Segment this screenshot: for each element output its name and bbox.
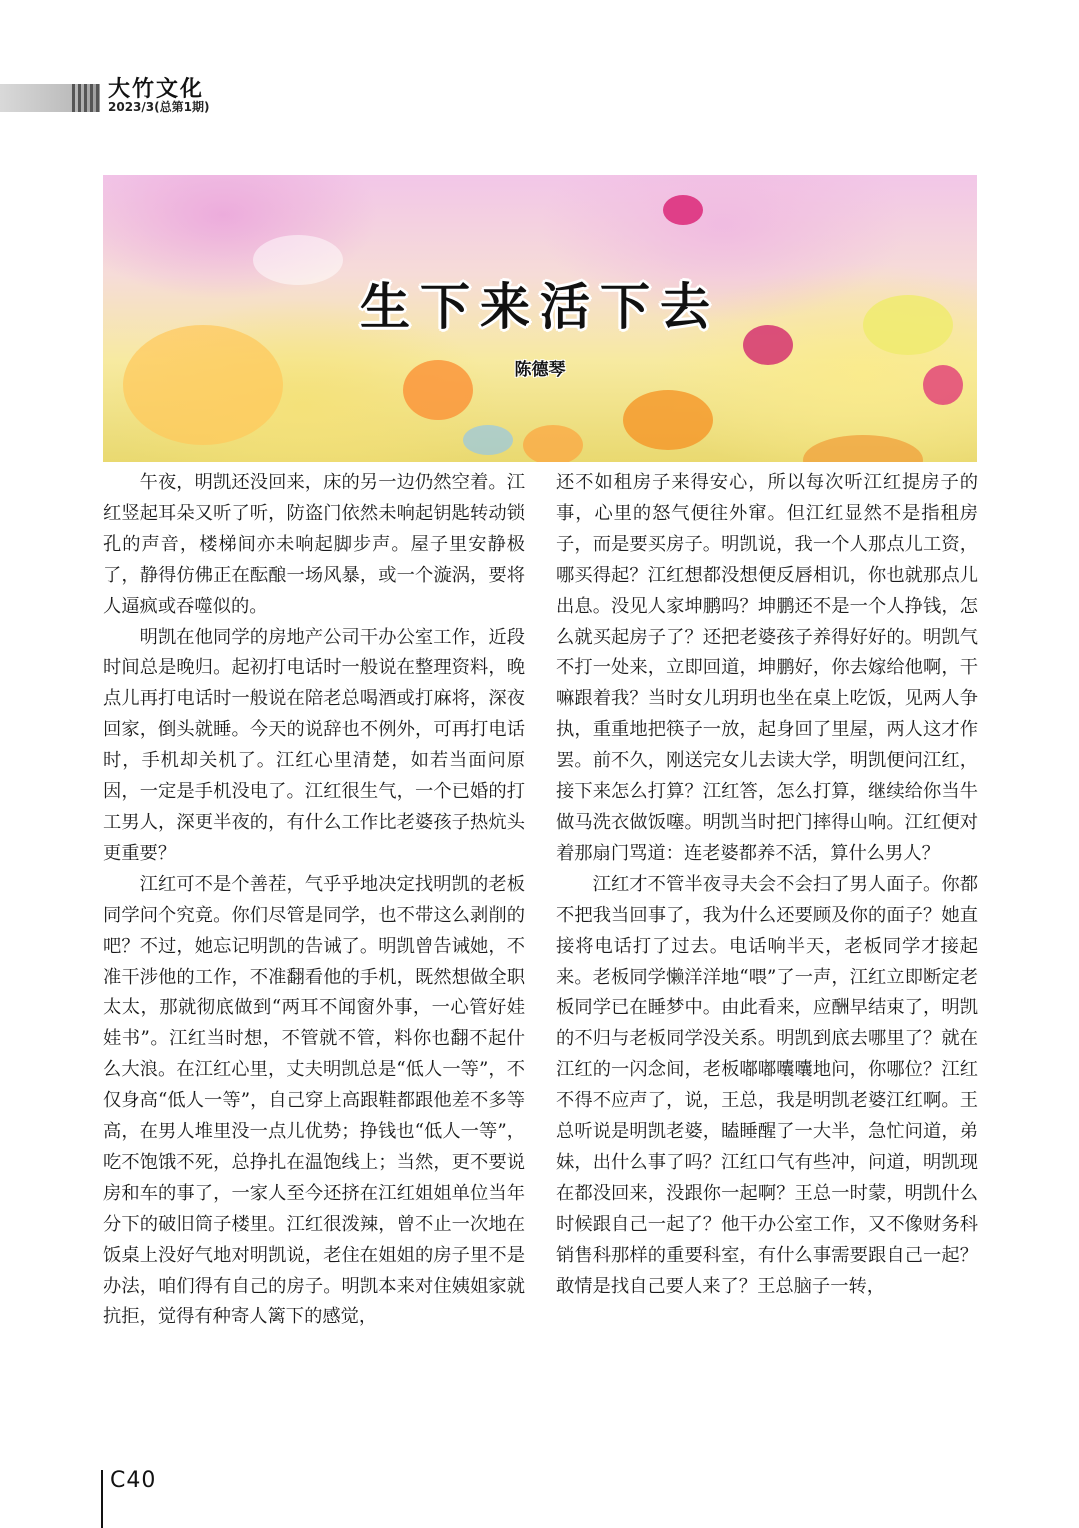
magazine-logo: 大竹文化 <box>108 76 205 102</box>
flower-blob <box>623 390 713 450</box>
issue-label: 2023/3(总第1期) <box>108 100 210 114</box>
masthead-stripes <box>72 84 102 112</box>
flower-blob <box>463 425 513 455</box>
page-number: C40 <box>110 1468 157 1493</box>
paragraph-continued: 还不如租房子来得安心，所以每次听江红提房子的事，心里的怒气便往外窜。但江红显然不是指租房子，而是要买房子。明凯说，我一个人那点儿工资，哪买得起？江红想都没想便反唇相讥，你也就那点儿出息。没见人家坤鹏吗？坤鹏还不是一个人挣钱，怎么就买起房子了？还把老婆孩子养得好好的。明凯气不打一处来，立即回道，坤鹏好，你去嫁给他啊，干嘛跟着我？当时女儿玥玥也坐在桌上吃饭，见两人争执，重重地把筷子一放，起身回了里屋，两人这才作罢。前不久，刚送完女儿去读大学，明凯便问江红，接下来怎么打算？江红答，怎么打算，继续给你当牛做马洗衣做饭噻。明凯当时把门摔得山响。江红便对着那扇门骂道：连老婆都养不活，算什么男人？ <box>556 472 978 864</box>
flower-blob <box>523 425 583 462</box>
paragraph: 明凯在他同学的房地产公司干办公室工作，近段时间总是晚归。起初打电话时一般说在整理资料，晚点儿再打电话时一般说在陪老总喝酒或打麻将，深夜回家，倒头就睡。今天的说辞也不例外，可再打电话时，手机却关机了。江红心里清楚，如若当面问原因，一定是手机没电了。江红很生气，一个已婚的打工男人，深更半夜的，有什么工作比老婆孩子热炕头更重要？ <box>103 626 525 864</box>
paragraph: 江红可不是个善茬，气乎乎地决定找明凯的老板同学问个究竟。你们尽管是同学，也不带这么剥削的吧？不过，她忘记明凯的告诫了。明凯曾告诫她，不准干涉他的工作，不准翻看他的手机，既然想做全职太太，那就彻底做到“两耳不闻窗外事，一心管好娃娃书”。江红当时想，不管就不管，料你也翻不起什么大浪。在江红心里，丈夫明凯总是“低人一等”，不仅身高“低人一等”，自己穿上高跟鞋都跟他差不多等高，在男人堆里没一点儿优势；挣钱也“低人一等”，吃不饱饿不死，总挣扎在温饱线上；当然，更不要说房和车的事了，一家人至今还挤在江红姐姐单位当年分下的破旧筒子楼里。江红很泼辣，曾不止一次地在饭桌上没好气地对明凯说，老住在姐姐的房子里不是办法，咱们得有自己的房子。明凯本来对住姨姐家就抗拒，觉得有种寄人篱下的感觉， <box>103 873 525 1328</box>
text-column-right <box>556 468 978 1302</box>
flower-blob <box>123 325 283 445</box>
paragraph: 江红才不管半夜寻夫会不会扫了男人面子。你都不把我当回事了，我为什么还要顾及你的面子？她直接将电话打了过去。电话响半天，老板同学才接起来。老板同学懒洋洋地“喂”了一声，江红立即断定老板同学已在睡梦中。由此看来，应酬早结束了，明凯的不归与老板同学没关系。明凯到底去哪里了？就在江红的一闪念间，老板嘟嘟囔囔地问，你哪位？江红不得不应声了，说，王总，我是明凯老婆江红啊。王总听说是明凯老婆，瞌睡醒了一大半，急忙问道，弟妹，出什么事了吗？江红口气有些冲，问道，明凯现在都没回来，没跟你一起啊？王总一时蒙，明凯什么时候跟自己一起了？他干办公室工作，又不像财务科销售科那样的重要科室，有什么事需要跟自己一起？敢情是找自己要人来了？王总脑子一转， <box>556 873 978 1297</box>
text-column-left <box>103 468 525 1333</box>
article-banner-image <box>103 175 977 462</box>
flower-blob <box>803 435 923 462</box>
footer-rule <box>101 1470 103 1528</box>
flower-blob <box>663 195 703 225</box>
article-author: 陈德琴 <box>514 360 566 380</box>
paragraph: 午夜，明凯还没回来，床的另一边仍然空着。江红竖起耳朵又听了听，防盗门依然未响起钥匙转动锁孔的声音，楼梯间亦未响起脚步声。屋子里安静极了，静得仿佛正在酝酿一场风暴，或一个漩涡，要将人逼疯或吞噬似的。 <box>103 472 525 617</box>
article-title: 生下来活下去 <box>360 278 720 336</box>
